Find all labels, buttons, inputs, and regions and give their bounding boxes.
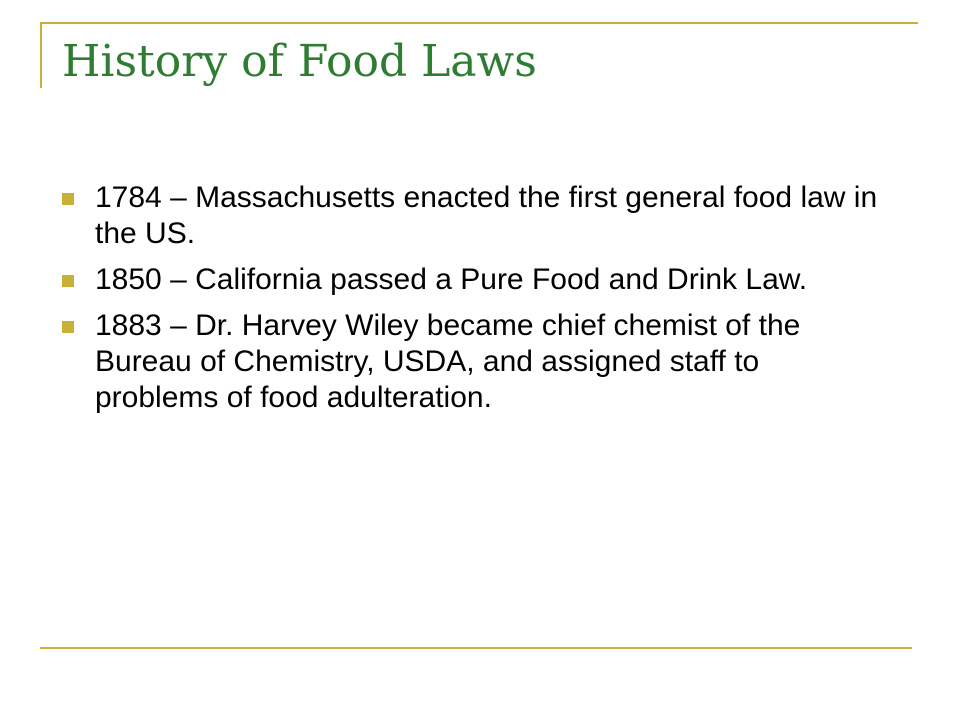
- square-bullet-icon: [62, 193, 74, 205]
- bullet-text: 1850 – California passed a Pure Food and Drink Law.: [95, 263, 808, 296]
- bullet-text: 1883 – Dr. Harvey Wiley became chief chemist of the Bureau of Chemistry, USDA, and assigned staff to problems of food adulteration.: [95, 309, 801, 414]
- slide-title: History of Food Laws: [62, 36, 537, 87]
- bullet-item: [62, 180, 882, 252]
- square-bullet-icon: [62, 275, 74, 287]
- bullet-item: [62, 262, 882, 298]
- bullet-list: [62, 180, 882, 426]
- bullet-item: [62, 308, 882, 416]
- left-rule-divider: [40, 22, 42, 88]
- bottom-rule-divider: [40, 647, 912, 649]
- top-rule-divider: [40, 22, 918, 24]
- bullet-text: 1784 – Massachusetts enacted the first general food law in the US.: [95, 181, 878, 250]
- square-bullet-icon: [62, 321, 74, 333]
